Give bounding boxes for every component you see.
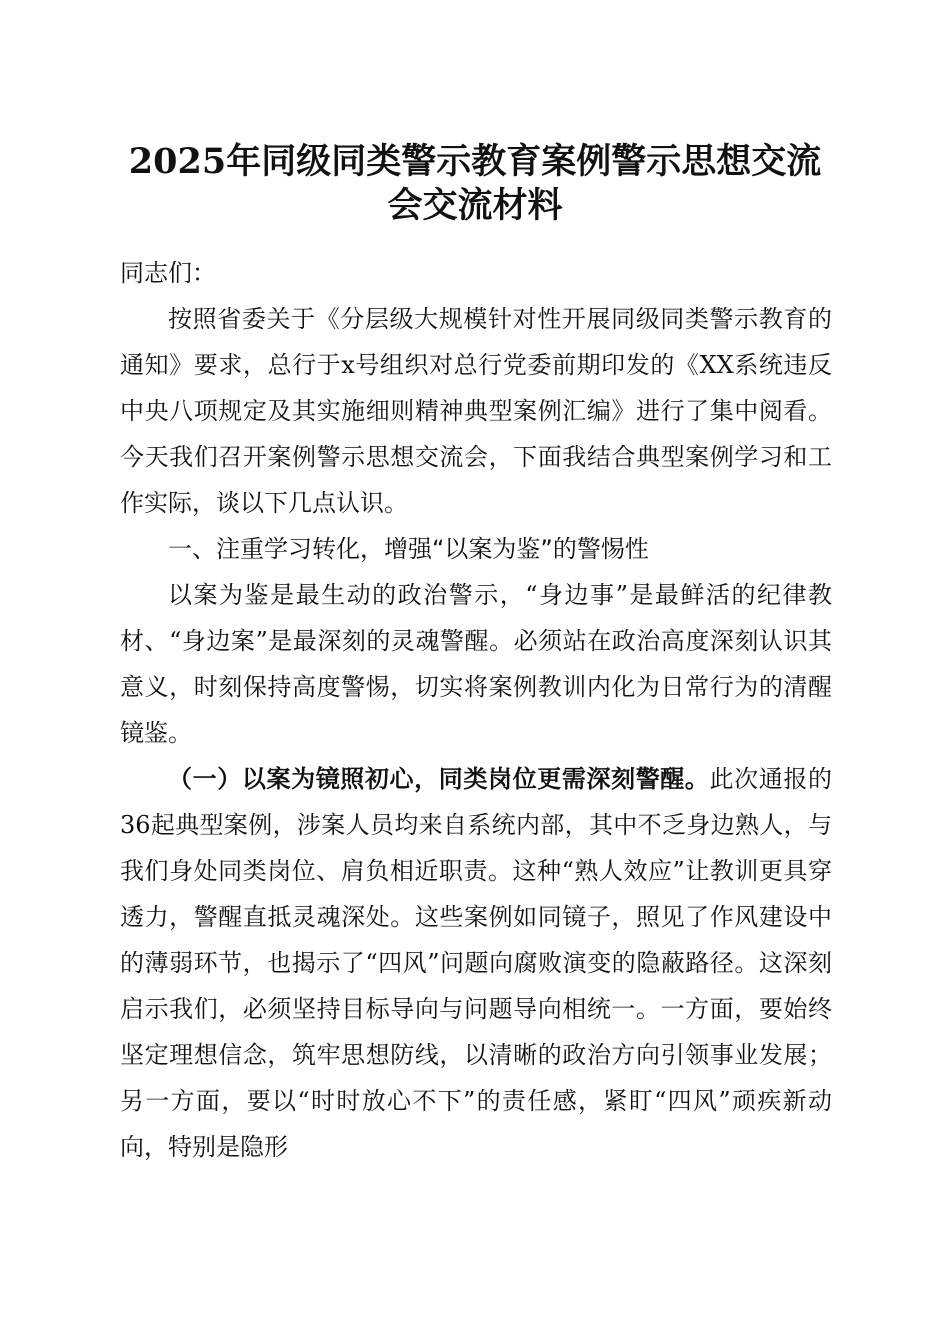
salutation: 同志们： [120,259,216,287]
paragraph-section-1: 以案为鉴是最生动的政治警示，“身边事”是最鲜活的纪律教材、“身边案”是最深刻的灵魂警醒。必须站在政治高度深刻认识其意义，时刻保持高度警惕，切实将案例教训内化为日常行为的清醒镜鉴。 [120,581,832,747]
paragraph-intro: 按照省委关于《分层级大规模针对性开展同级同类警示教育的通知》要求，总行于x号组织对总行党委前期印发的《XX系统违反中央八项规定及其实施细则精神典型案例汇编》进行了集中阅看。今天我们召开案例警示思想交流会，下面我结合典型案例学习和工作实际，谈以下几点认识。 [120,305,832,517]
paragraph-subsection-1 [120,756,832,1170]
section-heading-1: 一、注重学习转化，增强“以案为鉴”的警惕性 [168,535,649,563]
document-title-line-1: 2025年同级同类警示教育案例警示思想交流 [128,141,822,182]
subsection-1-text: 此次通报的36起典型案例，涉案人员均来自系统内部，其中不乏身边熟人，与我们身处同类岗位、肩负相近职责。这种“熟人效应”让教训更具穿透力，警醒直抵灵魂深处。这些案例如同镜子，照见了作风建设中的薄弱环节，也揭示了“四风”问题向腐败演变的隐蔽路径。这深刻启示我们，必须坚持目标导向与问题导向相统一。一方面，要始终坚定理想信念，筑牢思想防线，以清晰的政治方向引领事业发展；另一方面，要以“时时放心不下”的责任感，紧盯“四风”顽疾新动向，特别是隐形 [120,765,833,1161]
document-title-line-2: 会交流材料 [387,185,563,226]
subsection-heading-1: （一）以案为镜照初心，同类岗位更需深刻警醒。 [168,764,710,793]
document-body [120,250,832,1170]
